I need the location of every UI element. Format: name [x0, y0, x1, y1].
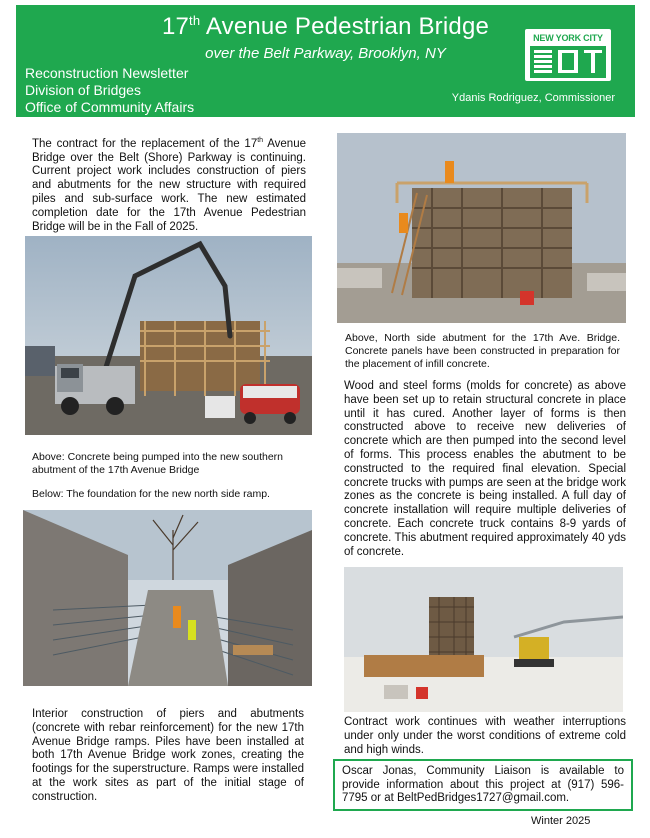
photo-concrete-pump	[25, 236, 312, 435]
interior-construction-paragraph: Interior construction of piers and abutments (concrete with rebar reinforcement) for the new 17th Avenue Bridge ramps. Piles have been installed at both 17th Avenue Bridge work zones, creating the footings for the superstructure. Ramps were installed at the work sites as part of the initial stage of construction.	[32, 708, 304, 803]
header-line: Office of Community Affairs	[25, 99, 195, 115]
header-line: Division of Bridges	[25, 82, 141, 98]
page-subtitle: over the Belt Parkway, Brooklyn, NY	[205, 45, 446, 62]
photo-north-abutment	[337, 133, 626, 323]
caption-pump: Above: Concrete being pumped into the new southern abutment of the 17th Avenue Bridge	[32, 451, 284, 476]
caption-abutment: Above, North side abutment for the 17th Ave. Bridge. Concrete panels have been constructed in preparation for the placement of infill concrete.	[345, 332, 620, 370]
logo-text: NEW YORK CITY	[533, 33, 603, 43]
header-department-info	[25, 65, 194, 116]
contact-text: Oscar Jonas, Community Liaison is available to provide information about this project at (917) 596-7795 or at BeltPedBridges1727@gmail.com.	[342, 765, 624, 805]
issue-date: Winter 2025	[531, 815, 591, 827]
header-line: Reconstruction Newsletter	[25, 65, 189, 81]
dot-logo-icon	[530, 46, 606, 78]
nyc-dot-logo	[525, 29, 611, 81]
contact-info-box	[333, 759, 633, 811]
intro-paragraph: The contract for the replacement of the 17th Avenue Bridge over the Belt (Shore) Parkway is continuing. Current project work includes construction of piers and abutments for the new structure with required piles and sub-surface work. The new estimated completion date for the 17th Avenue Pedestrian Bridge will be in the Fall of 2025.	[32, 137, 306, 233]
photo-winter-site	[344, 567, 623, 712]
weather-paragraph: Contract work continues with weather interruptions under only under the worst conditions of extreme cold and high winds.	[344, 716, 626, 756]
forms-paragraph: Wood and steel forms (molds for concrete) as above have been set up to retain structural concrete in place until it has cured. Another layer of forms is then constructed above to receive new deliveries of concrete which are then pumped into the second level of forms. This process enables the abutment to be constructed to the required final elevation. Special concrete trucks with pumps are seen at the bridge work zones as the concrete is being installed. A full day of concrete installation will require multiple deliveries of concrete. Each concrete truck contains 8-9 yards of concrete. This abutment required approximately 40 yds of concrete.	[344, 380, 626, 558]
caption-ramp: Below: The foundation for the new north side ramp.	[32, 488, 270, 500]
newsletter-header	[16, 5, 635, 117]
commissioner-name: Ydanis Rodriguez, Commissioner	[451, 92, 615, 104]
page-title: 17th Avenue Pedestrian Bridge	[161, 13, 490, 40]
photo-ramp-foundation	[23, 510, 312, 686]
